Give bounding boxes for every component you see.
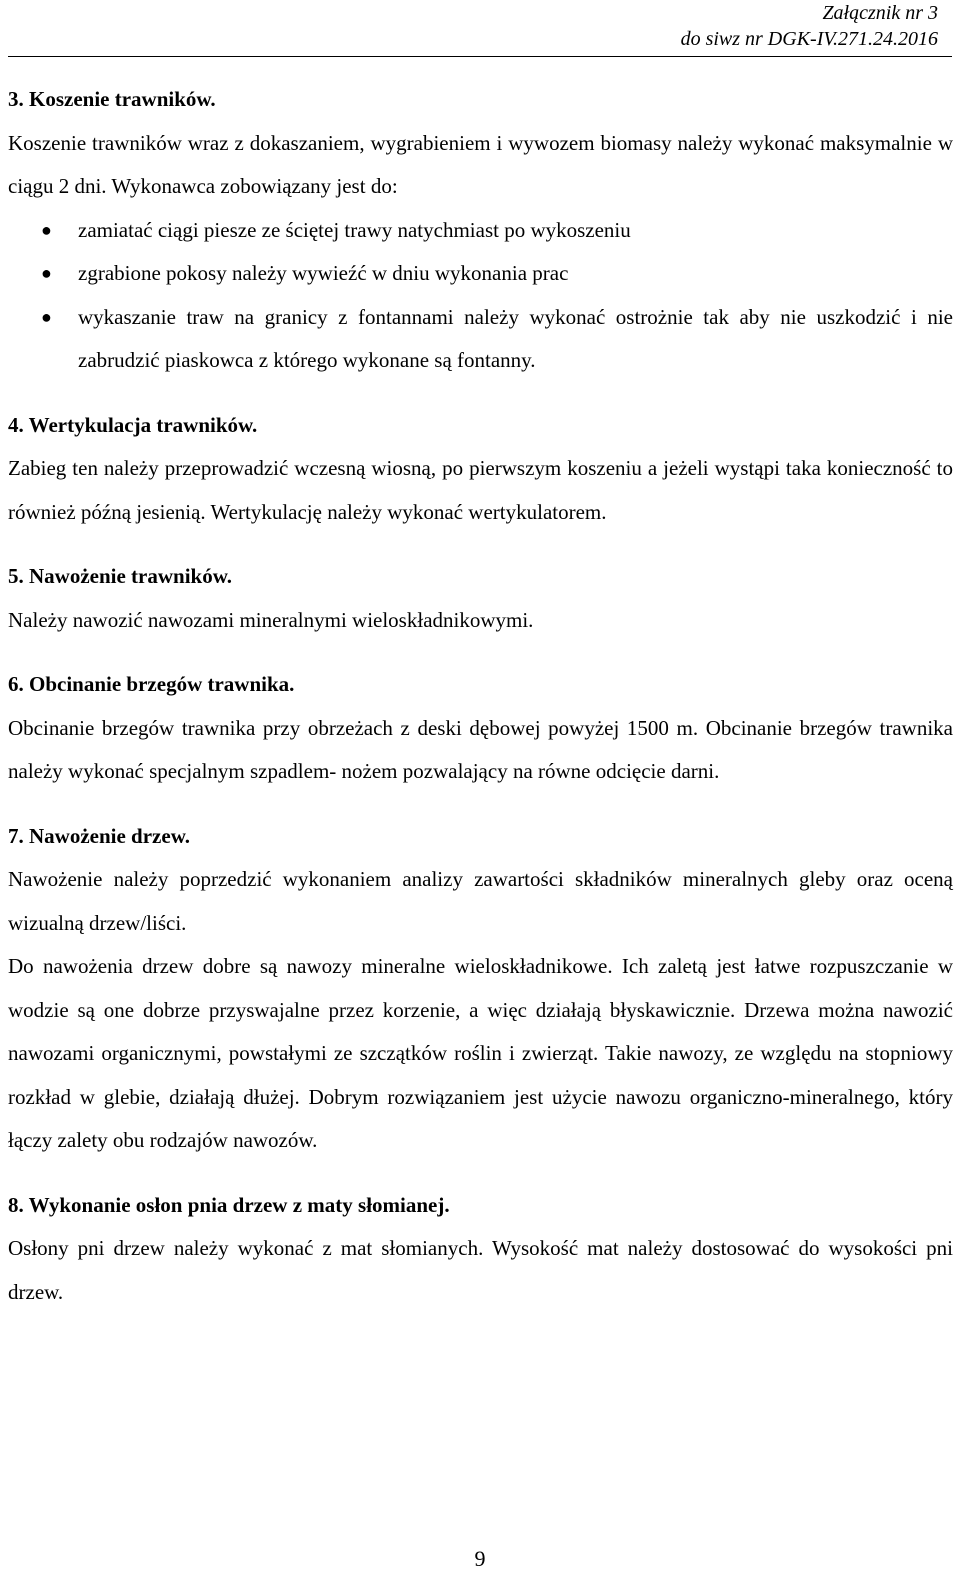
section-3-bullet-list [8, 209, 953, 383]
list-item-text: zgrabione pokosy należy wywieźć w dniu wykonania prac [78, 261, 569, 285]
list-item-text: wykaszanie traw na granicy z fontannami należy wykonać ostrożnie tak aby nie uszkodzić i nie zabrudzić piaskowca z którego wykonane są fontanny. [78, 304, 953, 372]
section-6-text: Obcinanie brzegów trawnika przy obrzeżach z deski dębowej powyżej 1500 m. Obcinanie brzegów trawnika należy wykonać specjalnym szpadlem- nożem pozwalający na równe odcięcie darni. [8, 715, 953, 783]
section-5 [8, 555, 953, 642]
page-number: 9 [474, 1546, 486, 1571]
list-item [8, 296, 953, 383]
document-header [681, 0, 938, 52]
list-item [8, 209, 953, 253]
section-3-intro: Koszenie trawników wraz z dokaszaniem, wygrabieniem i wywozem biomasy należy wykonać maksymalnie w ciągu 2 dni. Wykonawca zobowiązany jest do: [8, 130, 953, 198]
bullet-icon: ● [41, 219, 52, 240]
section-4 [8, 404, 953, 535]
section-8-title: 8. Wykonanie osłon pnia drzew z maty słomianej. [8, 1192, 450, 1217]
bullet-icon: ● [41, 263, 52, 283]
section-3-title: 3. Koszenie trawników. [8, 87, 216, 111]
header-attachment-label: Załącznik nr 3 [822, 2, 938, 24]
section-5-title: 5. Nawożenie trawników. [8, 564, 232, 588]
section-7-paragraph-2: Do nawożenia drzew dobre są nawozy mineralne wieloskładnikowe. Ich zaletą jest łatwe rozpuszczanie w wodzie są one dobrze przyswajalne przez korzenie, a więc działają błyskawicznie. Drzewa można nawozić nawozami organicznymi, powstałymi ze szczątków roślin i zwierząt. Takie nawozy, ze względu na stopniowy rozkład w glebie, działają dłużej. Dobrym rozwiązaniem jest użycie nawozu organiczno-mineralnego, który łączy zalety obu rodzajów nawozów. [8, 954, 953, 1152]
section-8-text: Osłony pni drzew należy wykonać z mat słomianych. Wysokość mat należy dostosować do wysokości pni drzew. [8, 1236, 953, 1304]
section-4-title: 4. Wertykulacja trawników. [8, 412, 258, 437]
section-3 [8, 78, 953, 383]
section-6-title: 6. Obcinanie brzegów trawnika. [8, 672, 295, 696]
section-6 [8, 663, 953, 794]
section-8 [8, 1184, 953, 1315]
header-divider [8, 56, 952, 57]
section-7-paragraph-1: Nawożenie należy poprzedzić wykonaniem analizy zawartości składników mineralnych gleby oraz oceną wizualną drzew/liści. [8, 867, 953, 935]
header-reference-number: do siwz nr DGK-IV.271.24.2016 [680, 28, 938, 50]
section-5-text: Należy nawozić nawozami mineralnymi wieloskładnikowymi. [8, 607, 534, 632]
section-7 [8, 815, 953, 1163]
list-item-text: zamiatać ciągi piesze ze ściętej trawy natychmiast po wykoszeniu [78, 217, 631, 242]
section-7-title: 7. Nawożenie drzew. [8, 823, 190, 848]
section-4-text: Zabieg ten należy przeprowadzić wczesną wiosną, po pierwszym koszeniu a jeżeli wystąpi taka konieczność to również późną jesienią. Wertykulację należy wykonać wertykulatorem. [8, 456, 953, 524]
list-item [8, 252, 953, 296]
bullet-icon: ● [41, 306, 52, 327]
document-body [8, 78, 953, 1314]
